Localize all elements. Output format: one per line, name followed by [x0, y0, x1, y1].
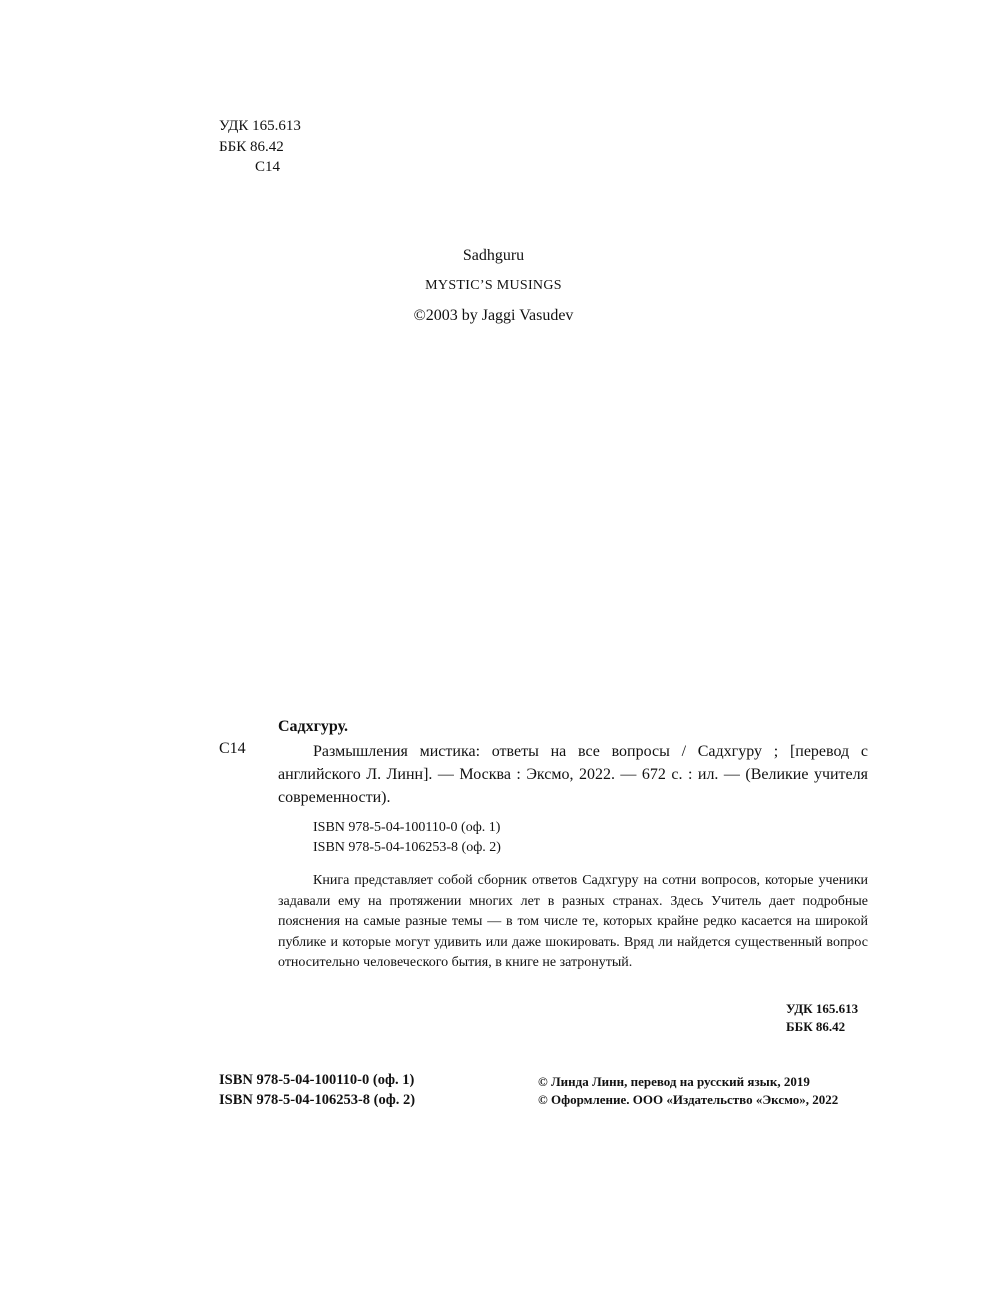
catalog-author-sign: С14: [219, 740, 246, 757]
bbk-code: ББК 86.42: [219, 138, 284, 155]
catalog-isbn-list: [313, 818, 501, 858]
footer-isbn-1: ISBN 978-5-04-100110-0 (оф. 1): [219, 1072, 415, 1088]
original-author: Sadhguru: [462, 247, 525, 264]
catalog-description: Размышления мистика: ответы на все вопросы / Садхгуру ; [перевод с английского Л. Линн]. — Москва : Эксмо, 2022. — 672 с. : ил. — (Великие учителя современности).: [278, 743, 868, 806]
copyright-translation: © Линда Линн, перевод на русский язык, 2019: [538, 1074, 810, 1089]
original-copyright: ©2003 by Jaggi Vasudev: [413, 307, 574, 324]
footer-copyrights: [538, 1073, 838, 1109]
classification-codes: [219, 116, 301, 178]
catalog-isbn-1: ISBN 978-5-04-100110-0 (оф. 1): [313, 820, 501, 835]
catalog-author-heading: Садхгуру.: [278, 718, 348, 735]
udk-code: УДК 165.613: [219, 118, 301, 134]
catalog-udk: УДК 165.613: [786, 1001, 859, 1016]
copyright-design: © Оформление. ООО «Издательство «Эксмо», 2022: [538, 1092, 839, 1107]
author-sign: С14: [255, 159, 281, 175]
footer-isbn-2: ISBN 978-5-04-106253-8 (оф. 2): [219, 1092, 416, 1108]
original-title: MYSTIC’S MUSINGS: [425, 278, 562, 293]
catalog-annotation: Книга представляет собой сборник ответов Садхгуру на сотни вопросов, которые ученики задавали ему на протяжении многих лет в разных странах. Здесь Учитель дает подробные пояснения на самые разные темы — в том числе те, которых крайне редко касается на широкой публике и которые могут удивить или даже шокировать. Вряд ли найдется существенный вопрос относительно человеческого бытия, в книге не затронутый.: [278, 873, 868, 970]
catalog-isbn-2: ISBN 978-5-04-106253-8 (оф. 2): [313, 840, 501, 855]
catalog-codes: [786, 1000, 858, 1036]
original-edition-info: [0, 246, 987, 326]
catalog-bbk: ББК 86.42: [786, 1019, 846, 1034]
footer-isbn-list: [219, 1070, 415, 1110]
